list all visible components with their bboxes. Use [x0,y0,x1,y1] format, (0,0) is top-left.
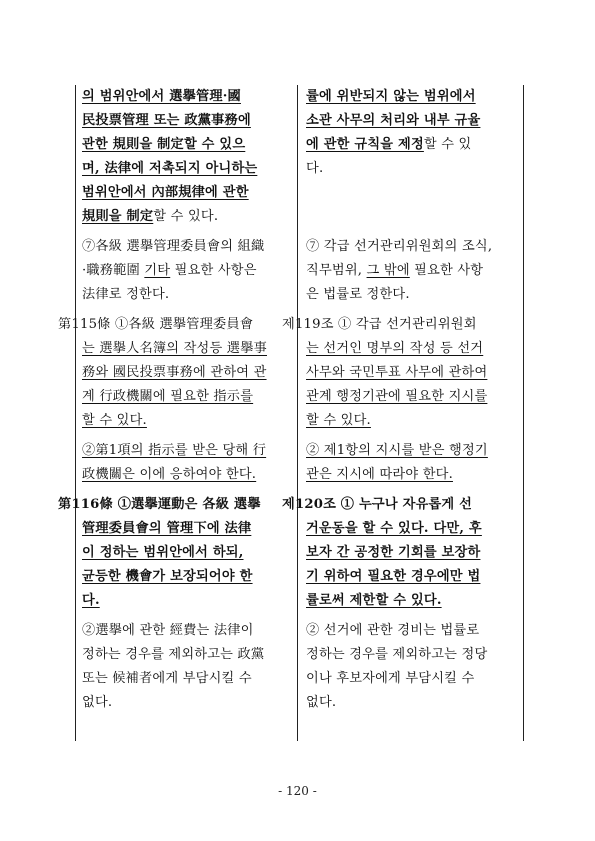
article-116-line-3: 이 정하는 범위안에서 하되, [82,545,244,560]
article-120-2-line-3: 이나 후보자에게 부담시킬 수 [306,671,475,686]
left-p2-line-2-head: ·職務範圍 [82,263,145,278]
right-p1-line-3-tail: 할 수 있 [423,137,472,152]
left-p2-line-1: ⑦各級 選擧管理委員會의 組織 [82,239,265,254]
article-116-line-4: 균등한 機會가 보장되어야 한 [82,569,253,584]
left-p1-line-1: 의 범위안에서 選擧管理·國 [82,89,241,104]
article-116-2-line-1: ②選擧에 관한 經費는 法律이 [82,623,254,638]
article-115-line-1: 第115條 ①各級 選擧管理委員會 [58,317,254,332]
right-p1-line-4: 다. [306,161,324,176]
left-p2-line-2-rest: 필요한 사항은 [170,263,257,278]
right-p2-line-3: 은 법률로 정한다. [306,287,410,302]
left-p2-line-2-underlined: 기타 [144,263,171,278]
article-120-2-line-2: 정하는 경우를 제외하고는 정당 [306,647,488,662]
right-p1-line-3 [306,133,518,157]
left-p2-line-3: 法律로 정한다. [82,287,170,302]
left-p1-line-6-tail: 할 수 있다. [153,209,219,224]
article-120-line-3: 보자 간 공정한 기회를 보장하 [306,545,481,560]
article-115-2-line-1: ②第1項의 指示를 받은 당해 行 [82,443,267,458]
article-119-2-line-1: ② 제1항의 지시를 받은 행정기 [306,443,488,458]
article-116-2-line-2: 정하는 경우를 제외하고는 政黨 [82,647,265,662]
column-border-right [523,85,524,741]
article-115-2-line-2: 政機關은 이에 응하여야 한다. [82,467,257,482]
left-p1-line-5: 범위안에서 內部規律에 관한 [82,185,249,200]
right-p2-line-1: ⑦ 각급 선거관리위원회의 조식, [306,239,493,254]
left-p1-line-2: 民投票管理 또는 政黨事務에 [82,113,251,128]
article-115-line-2: 는 選擧人名簿의 작성등 選擧事 [82,341,267,356]
article-119-line-2: 는 선거인 명부의 작성 등 선거 [306,341,484,356]
left-p1-line-3: 관한 規則을 制定할 수 있으 [82,137,246,152]
article-119-line-1: 제119조 ① 각급 선거관리위원회 [282,317,477,332]
left-column-current-constitution [58,85,292,715]
article-116-2-line-3: 또는 候補者에게 부담시킬 수 [82,671,252,686]
article-115-line-4: 계 行政機關에 필요한 指示를 [82,389,254,404]
left-p2-line-2 [82,259,292,283]
right-p1-line-2: 소관 사무의 처리와 내부 규율 [306,113,481,128]
article-116-line-1: 第116條 ①選擧運動은 各級 選擧 [58,497,261,512]
article-120-line-2: 거운동을 할 수 있다. 다만, 후 [306,521,482,536]
page-number: - 120 - [278,784,317,798]
right-p1-line-3-bold: 에 관한 규칙을 제정 [306,137,424,152]
left-p1-line-4: 며, 法律에 저촉되지 아니하는 [82,161,258,176]
article-120-2-line-4: 없다. [306,695,337,710]
article-120-line-5: 률로써 제한할 수 있다. [306,593,442,608]
column-border-middle [297,85,298,741]
article-116-line-2: 管理委員會의 管理下에 法律 [82,521,252,536]
article-116-2-line-4: 없다. [82,695,113,710]
article-120-2-line-1: ② 선거에 관한 경비는 법률로 [306,623,480,638]
right-p2-line-2 [306,259,518,283]
article-119-line-4: 관계 행정기관에 필요한 지시를 [306,389,488,404]
article-115-line-5: 할 수 있다. [82,413,147,428]
right-p2-line-2-rest: 필요한 사항 [409,263,484,278]
article-119-2-line-2: 관은 지시에 따라야 한다. [306,467,453,482]
article-120-line-4: 기 위하여 필요한 경우에만 법 [306,569,481,584]
article-115-line-3: 務와 國民投票事務에 관하여 관 [82,365,267,380]
right-p2-line-2-head: 직무범위, [306,263,367,278]
right-p1-line-1: 률에 위반되지 않는 범위에서 [306,89,476,104]
article-120-line-1: 제120조 ① 누구나 자유롭게 선 [282,497,473,512]
article-119-line-5: 할 수 있다. [306,413,371,428]
left-p1-line-6-bold: 規則을 制定 [82,209,154,224]
left-p1-line-6 [82,205,292,229]
article-119-line-3: 사무와 국민투표 사무에 관하여 [306,365,488,380]
column-border-left [75,85,76,741]
right-column-amended-constitution [282,85,518,715]
right-p2-line-2-underlined: 그 밖에 [366,263,410,278]
article-116-line-5: 다. [82,593,100,608]
